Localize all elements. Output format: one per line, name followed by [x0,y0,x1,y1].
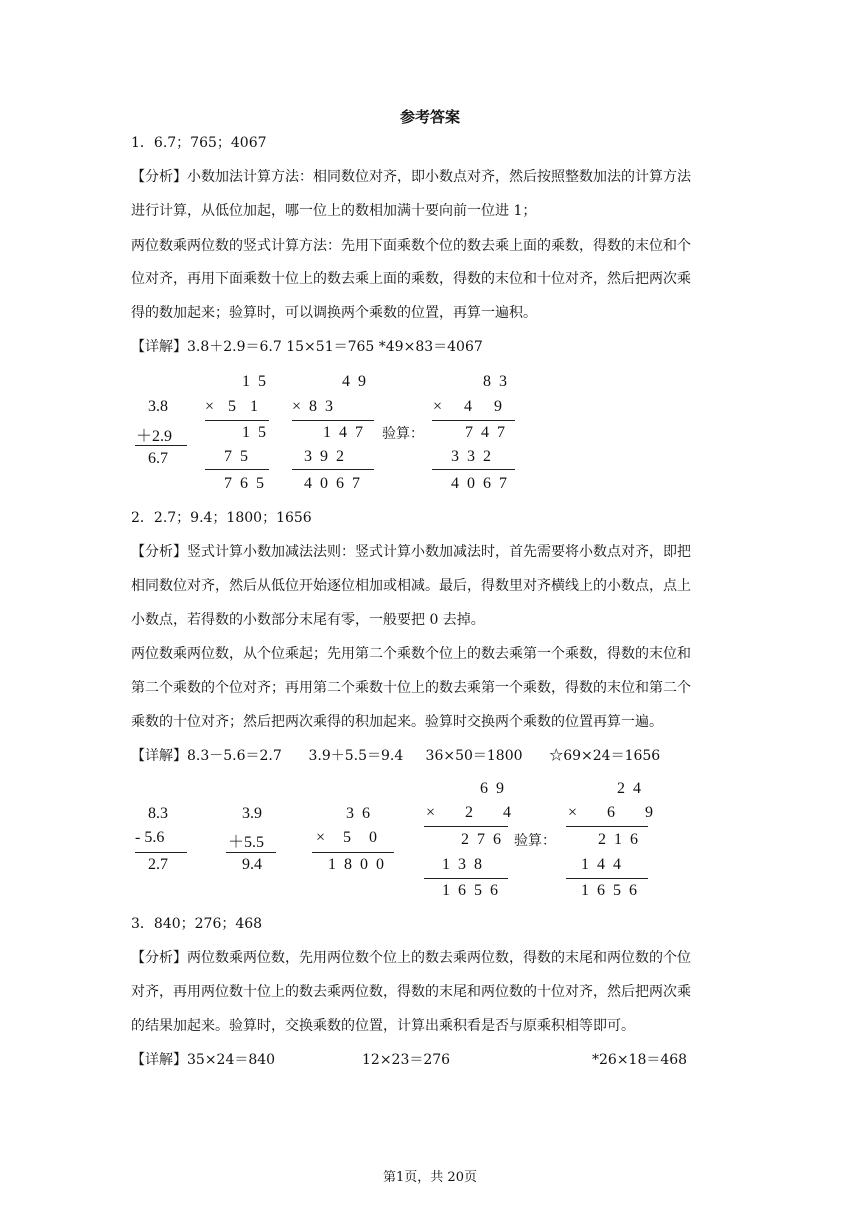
page-title: 参考答案 [399,108,460,126]
q1-analysis-line: 两位数乘两位数的竖式计算方法：先用下面乘数个位的数去乘上面的乘数，得数的末位和个 [131,238,691,254]
page-footer: 第1页，共 20页 [383,1170,477,1185]
q1-answer: 1．6.7；765；4067 [131,135,267,151]
q2-analysis-line: 【分析】竖式计算小数加减法法则：竖式计算小数加减法时，首先需要将小数点对齐，即把 [131,544,691,560]
q1-analysis-line: 得的数加起来；验算时，可以调换两个乘数的位置，再算一遍积。 [131,305,537,321]
q2-analysis-line: 乘数的十位对齐；然后把两次乘得的积加起来。验算时交换两个乘数的位置再算一遍。 [131,714,663,730]
verify-label: 验算： [514,833,556,849]
q3-answer: 3．840；276；468 [131,916,263,932]
q3-analysis-line: 【分析】两位数乘两位数，先用两位数个位上的数去乘两位数，得数的末尾和两位数的个位 [131,950,691,966]
q2-detail: 【详解】8.3－5.6＝2.7 3.9＋5.5＝9.4 36×50＝1800 ☆69×24＝1656 [131,748,661,764]
q1-analysis-line: 【分析】小数加法计算方法：相同数位对齐，即小数点对齐，然后按照整数加法的计算方法 [131,169,691,185]
q1-analysis-line: 位对齐，再用下面乘数十位上的数去乘上面的乘数，得数的末位和十位对齐，然后把两次乘 [131,271,691,287]
verify-label: 验算： [382,426,424,442]
q2-answer: 2．2.7；9.4；1800；1656 [131,510,312,526]
q3-detail: 12×23＝276 [362,1052,451,1068]
q3-detail: 【详解】35×24＝840 [131,1052,276,1068]
q2-analysis-line: 相同数位对齐，然后从低位开始逐位相加或相减。最后，得数里对齐横线上的小数点，点上 [131,578,691,594]
q3-analysis-line: 对齐，再用两位数十位上的数去乘两位数，得数的末尾和两位数的十位对齐，然后把两次乘 [131,984,691,1000]
q2-analysis-line: 第二个乘数的个位对齐；再用第二个乘数十位上的数去乘第一个乘数，得数的末位和第二个 [131,680,691,696]
q2-analysis-line: 小数点，若得数的小数部分末尾有零，一般要把 0 去掉。 [131,612,485,628]
q3-detail: *26×18＝468 [592,1052,688,1068]
q2-analysis-line: 两位数乘两位数，从个位乘起；先用第二个乘数个位上的数去乘第一个乘数，得数的末位和 [131,646,691,662]
q3-analysis-line: 的结果加起来。验算时，交换乘数的位置，计算出乘积看是否与原乘积相等即可。 [131,1018,635,1034]
q1-detail: 【详解】3.8＋2.9＝6.7 15×51＝765 *49×83＝4067 [131,339,483,355]
q1-analysis-line: 进行计算，从低位加起，哪一位上的数相加满十要向前一位进 1； [131,203,537,219]
